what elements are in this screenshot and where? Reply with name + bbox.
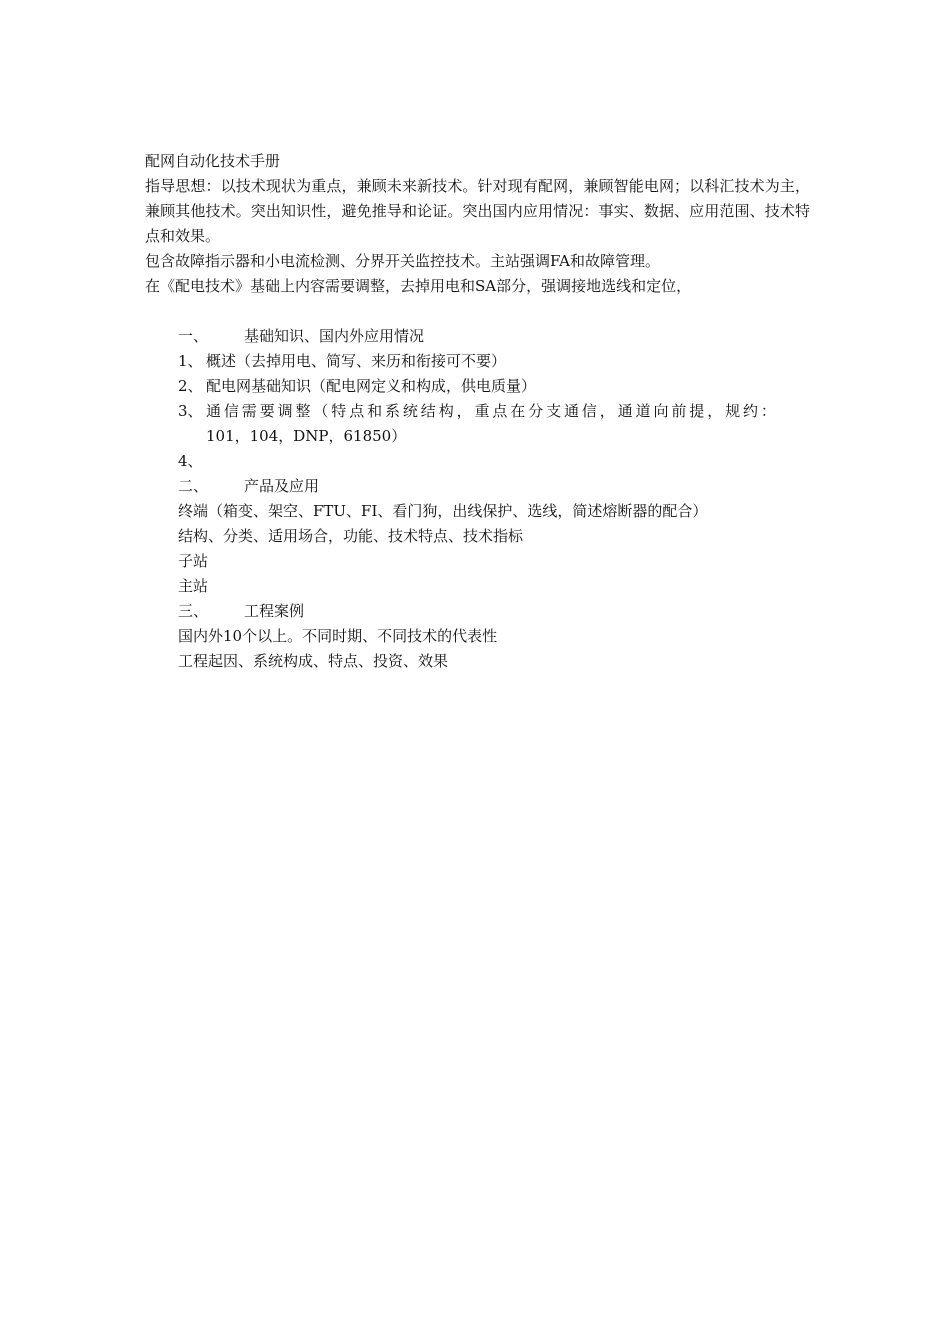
section-number: 三、 xyxy=(178,602,209,620)
section-line: 终端（箱变、架空、FTU、FI、看门狗，出线保护、选线，简述熔断器的配合） xyxy=(178,502,708,520)
list-item xyxy=(145,399,810,424)
list-item xyxy=(145,349,810,374)
section-title: 产品及应用 xyxy=(244,477,320,495)
document-title: 配网自动化技术手册 xyxy=(145,152,281,170)
item-number: 2、 xyxy=(178,377,203,395)
list-item xyxy=(145,449,810,474)
document-body xyxy=(145,149,810,674)
section-line: 结构、分类、适用场合，功能、技术特点、技术指标 xyxy=(178,527,524,545)
section-line: 子站 xyxy=(178,552,209,570)
item-number: 4、 xyxy=(178,452,203,470)
section-line: 工程起因、系统构成、特点、投资、效果 xyxy=(178,652,449,670)
section-line: 主站 xyxy=(178,577,209,595)
section-heading xyxy=(145,599,810,624)
section-heading xyxy=(145,324,810,349)
intro-paragraph: 在《配电技术》基础上内容需要调整，去掉用电和SA部分，强调接地选线和定位， xyxy=(145,277,692,295)
item-text: 配电网基础知识（配电网定义和构成，供电质量） xyxy=(206,377,537,395)
section-number: 二、 xyxy=(178,477,209,495)
item-number: 1、 xyxy=(178,352,203,370)
section-number: 一、 xyxy=(178,327,209,345)
list-item xyxy=(145,374,810,399)
item-continuation: 101，104，DNP，61850） xyxy=(206,427,407,445)
blank-line xyxy=(145,299,810,324)
item-text: 概述（去掉用电、简写、来历和衔接可不要） xyxy=(206,352,507,370)
section-heading xyxy=(145,474,810,499)
section-title: 基础知识、国内外应用情况 xyxy=(244,327,425,345)
intro-paragraph: 指导思想：以技术现状为重点，兼顾未来新技术。针对现有配网，兼顾智能电网；以科汇技术为主，兼顾其他技术。突出知识性，避免推导和论证。突出国内应用情况：事实、数据、应用范围、技术特点和效果。 xyxy=(145,177,810,245)
item-number: 3、 xyxy=(178,402,203,420)
intro-paragraph: 包含故障指示器和小电流检测、分界开关监控技术。主站强调FA和故障管理。 xyxy=(145,252,660,270)
section-line: 国内外10个以上。不同时期、不同技术的代表性 xyxy=(178,627,498,645)
section-title: 工程案例 xyxy=(244,602,305,620)
item-text xyxy=(206,449,810,474)
item-text: 通信需要调整（特点和系统结构，重点在分支通信，通道向前提，规约： xyxy=(206,402,779,420)
